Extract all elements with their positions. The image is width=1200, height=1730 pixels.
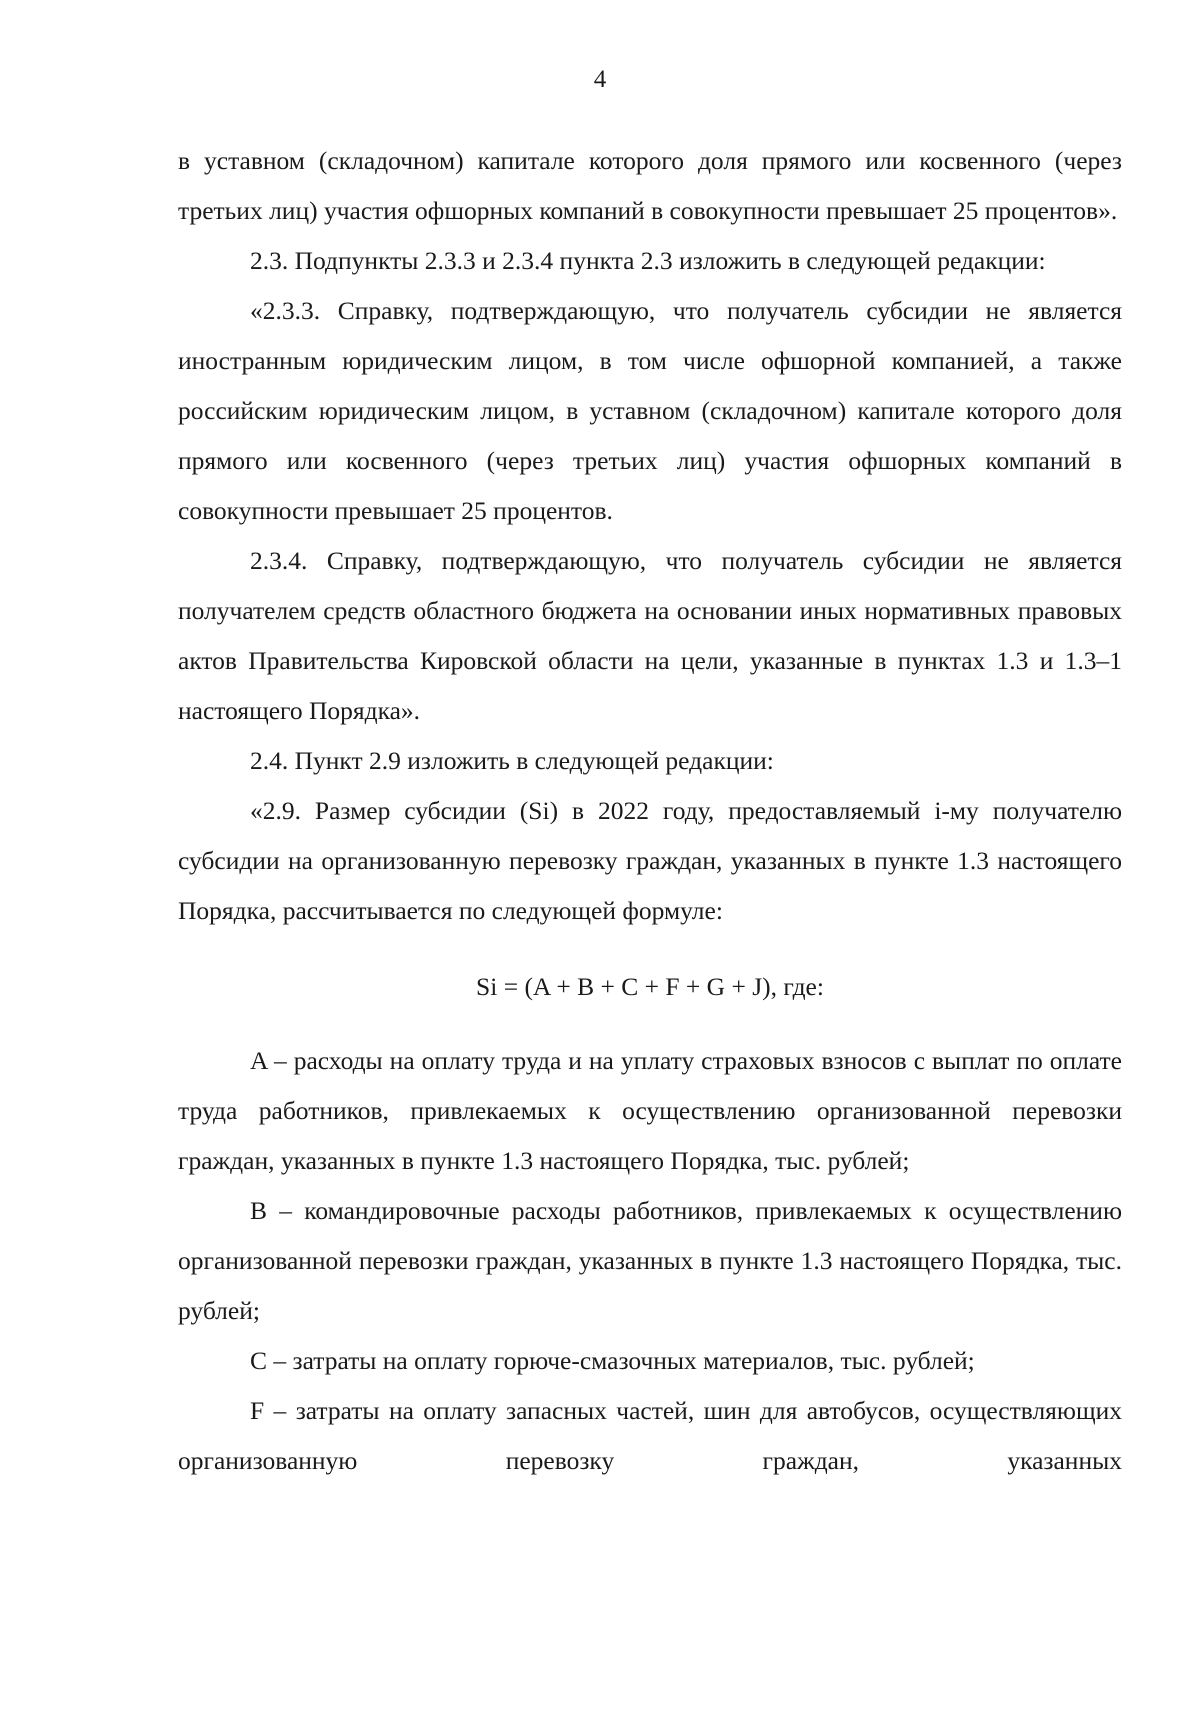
paragraph-item-2-3-3: «2.3.3. Справку, подтверждающую, что получатель субсидии не является иностранным юридическим лицом, в том числе офшорной компанией, а также российским юридическим лицом, в уставном (складочном) капитале которого доля прямого или косвенного (через третьих лиц) участия офшорных компаний в совокупности превышает 25 процентов. [178,296,1122,525]
definition-f: F – затраты на оплату запасных частей, шин для автобусов, осуществляющих организованную перевозку граждан, указанных [178,1396,1122,1475]
definition-c: C – затраты на оплату горюче-смазочных материалов, тыс. рублей; [250,1346,975,1375]
paragraph-item-2-9: «2.9. Размер субсидии (Si) в 2022 году, предоставляемый i-му получателю субсидии на организованную перевозку граждан, указанных в пункте 1.3 настоящего Порядка, рассчитывается по следующей формуле: [178,796,1122,925]
document-body [178,136,1122,1486]
definition-b: B – командировочные расходы работников, привлекаемых к осуществлению организованной перевозки граждан, указанных в пункте 1.3 настоящего Порядка, тыс. рублей; [178,1196,1122,1325]
paragraph-item-2-3-4: 2.3.4. Справку, подтверждающую, что получатель субсидии не является получателем средств областного бюджета на основании иных нормативных правовых актов Правительства Кировской области на цели, указанные в пунктах 1.3 и 1.3–1 настоящего Порядка». [178,546,1122,725]
paragraph-item-2-3: 2.3. Подпункты 2.3.3 и 2.3.4 пункта 2.3 изложить в следующей редакции: [250,246,1046,275]
page-number: 4 [593,66,607,93]
paragraph-continuation: в уставном (складочном) капитале которого доля прямого или косвенного (через третьих лиц) участия офшорных компаний в совокупности превышает 25 процентов». [178,146,1122,225]
subsidy-formula: Si = (A + B + C + F + G + J), где: [476,972,824,1001]
paragraph-item-2-4: 2.4. Пункт 2.9 изложить в следующей редакции: [250,746,774,775]
definition-a: A – расходы на оплату труда и на уплату страховых взносов с выплат по оплате труда работников, привлекаемых к осуществлению организованной перевозки граждан, указанных в пункте 1.3 настоящего Порядка, тыс. рублей; [178,1046,1122,1175]
